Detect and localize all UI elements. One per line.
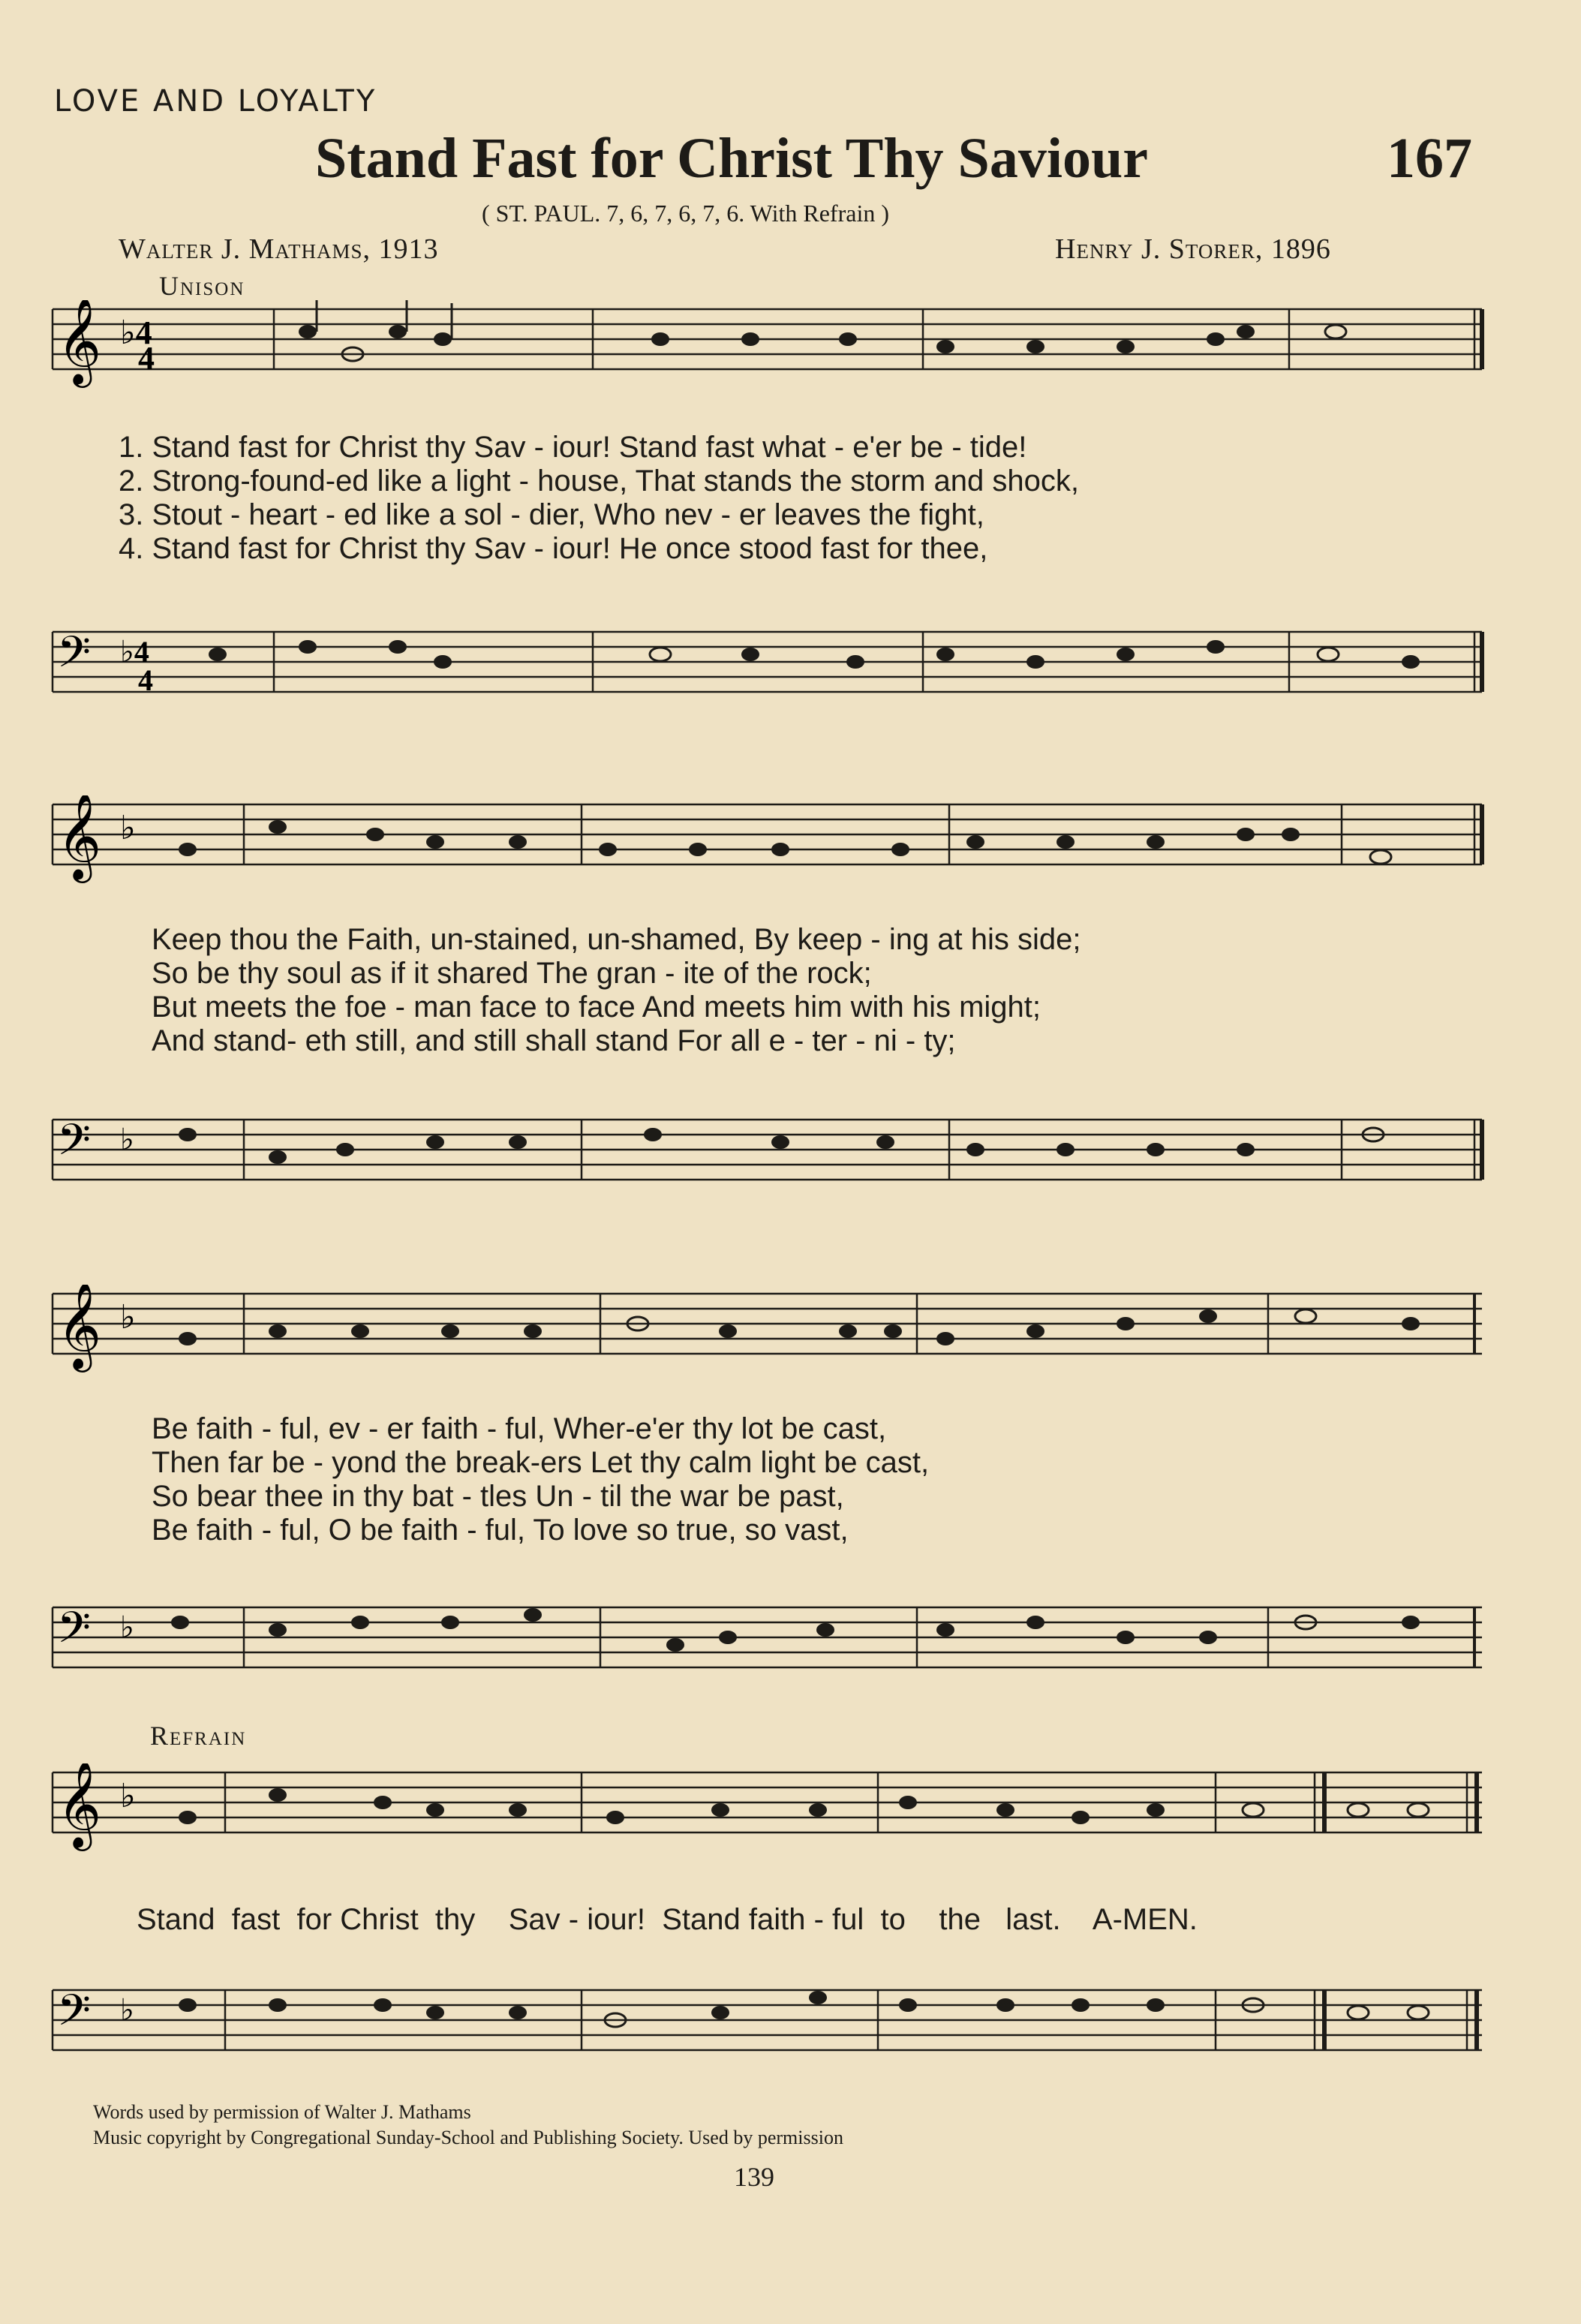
unison-marking: Unison bbox=[159, 271, 245, 301]
treble-clef-icon: 𝄞 bbox=[57, 1763, 102, 1846]
bass-clef-icon: 𝄢 bbox=[57, 1605, 92, 1663]
lyricist-credit: Walter J. Mathams, 1913 bbox=[119, 233, 439, 265]
treble-staff-system-2 bbox=[0, 795, 1581, 900]
treble-clef-icon: 𝄞 bbox=[57, 795, 102, 878]
svg-text:♭4: ♭4 bbox=[120, 314, 152, 351]
composer-credit: Henry J. Storer, 1896 bbox=[1055, 233, 1331, 265]
verse-1-line: 1. Stand fast for Christ thy Sav - iour! Stand fast what - e'er be - tide! bbox=[119, 431, 1027, 464]
music-credit: Music copyright by Congregational Sunday-School and Publishing Society. Used by permission bbox=[93, 2127, 843, 2148]
verses-system-3 bbox=[152, 1412, 929, 1547]
svg-text:♭: ♭ bbox=[120, 1123, 134, 1156]
refrain-lyrics: Stand fast for Christ thy Sav - iour! Stand faith - ful to the last. A-MEN. bbox=[137, 1903, 1198, 1936]
svg-text:♭: ♭ bbox=[120, 1993, 134, 2027]
svg-text:♭: ♭ bbox=[120, 1299, 136, 1336]
verse-1-line: Be faith - ful, ev - er faith - ful, Wher-e'er thy lot be cast, bbox=[152, 1412, 887, 1445]
svg-text:♭: ♭ bbox=[120, 810, 136, 846]
verses-system-1 bbox=[119, 431, 1079, 566]
verse-2-line: 2. Strong-found-ed like a light - house, That stands the storm and shock, bbox=[119, 464, 1079, 498]
verse-3-line: But meets the foe - man face to face And meets him with his might; bbox=[152, 991, 1041, 1024]
treble-clef-icon: 𝄞 bbox=[57, 1285, 102, 1367]
hymn-number: 167 bbox=[1387, 127, 1472, 190]
bass-staff-system-3 bbox=[0, 1576, 1581, 1696]
section-heading: LOVE AND LOYALTY bbox=[54, 84, 377, 119]
bass-clef-icon: 𝄢 bbox=[57, 1117, 92, 1175]
verse-3-line: So bear thee in thy bat - tles Un - til the war be past, bbox=[152, 1480, 844, 1513]
svg-text:♭: ♭ bbox=[120, 1778, 136, 1814]
svg-text:♭: ♭ bbox=[120, 1610, 134, 1644]
page-number: 139 bbox=[734, 2162, 774, 2192]
hymn-title: Stand Fast for Christ Thy Saviour bbox=[315, 127, 1148, 190]
verse-4-line: 4. Stand fast for Christ thy Sav - iour! He once stood fast for thee, bbox=[119, 532, 988, 565]
treble-staff-system-1 bbox=[0, 300, 1581, 405]
bass-staff-system-1 bbox=[0, 600, 1581, 720]
verse-4-line: Be faith - ful, O be faith - ful, To love so true, so vast, bbox=[152, 1514, 849, 1547]
verse-2-line: So be thy soul as if it shared The gran - ite of the rock; bbox=[152, 957, 872, 990]
svg-text:♭4: ♭4 bbox=[120, 635, 149, 669]
svg-text:4: 4 bbox=[138, 340, 155, 377]
bass-clef-icon: 𝄢 bbox=[57, 630, 92, 687]
treble-staff-system-3 bbox=[0, 1285, 1581, 1390]
bass-staff-system-2 bbox=[0, 1088, 1581, 1208]
bass-clef-icon: 𝄢 bbox=[57, 1988, 92, 2046]
svg-text:4: 4 bbox=[138, 663, 153, 697]
verse-1-line: Keep thou the Faith, un-stained, un-shamed, By keep - ing at his side; bbox=[152, 923, 1081, 956]
tune-name-meter: ( ST. PAUL. 7, 6, 7, 6, 7, 6. With Refrain ) bbox=[482, 200, 889, 227]
treble-clef-icon: 𝄞 bbox=[57, 300, 102, 383]
verse-4-line: And stand- eth still, and still shall stand For all e - ter - ni - ty; bbox=[152, 1024, 956, 1057]
verse-3-line: 3. Stout - heart - ed like a sol - dier, Who nev - er leaves the fight, bbox=[119, 498, 984, 531]
verses-system-2 bbox=[152, 923, 1081, 1058]
bass-staff-system-4 bbox=[0, 1951, 1581, 2079]
verse-2-line: Then far be - yond the break-ers Let thy calm light be cast, bbox=[152, 1446, 930, 1479]
refrain-label: Refrain bbox=[150, 1721, 247, 1751]
treble-staff-system-4 bbox=[0, 1763, 1581, 1869]
words-credit: Words used by permission of Walter J. Mathams bbox=[93, 2101, 471, 2123]
